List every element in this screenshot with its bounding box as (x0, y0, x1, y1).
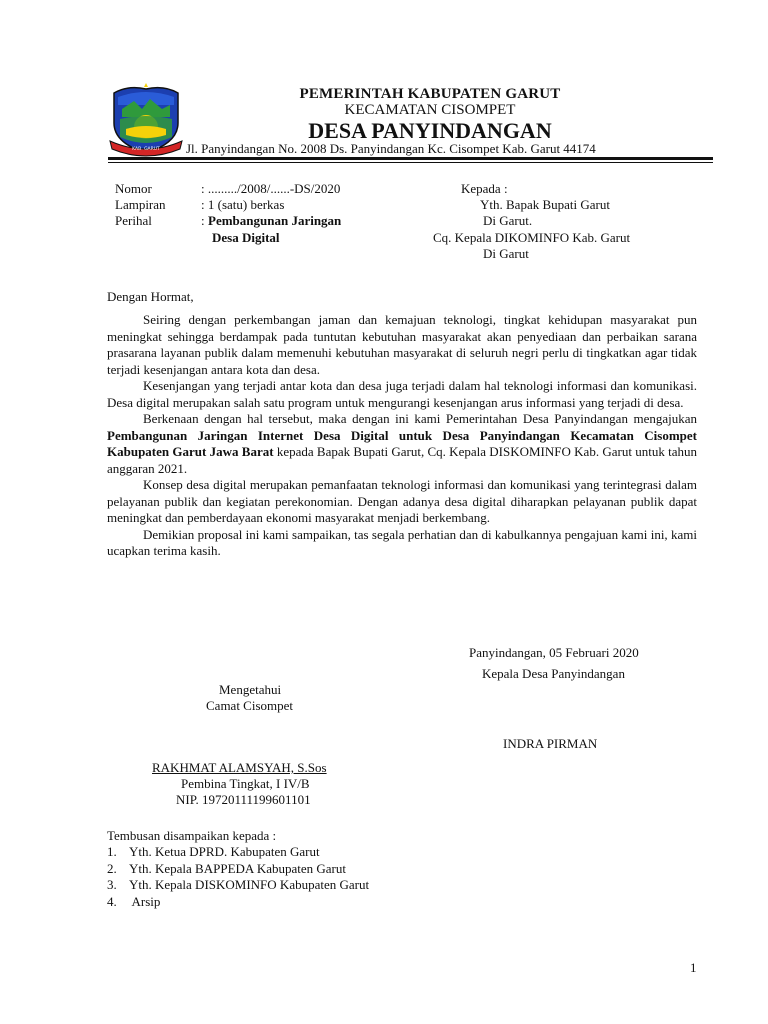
signer-title: Kepala Desa Panyindangan (482, 666, 625, 681)
nomor-label: Nomor (115, 181, 152, 196)
greeting: Dengan Hormat, (107, 289, 194, 304)
mengetahui-label: Mengetahui (219, 682, 282, 697)
paragraph-2: Kesenjangan yang terjadi antar kota dan desa juga terjadi dalam hal teknologi informasi dan komunikasi. Desa digital merupakan salah satu program untuk mengurangi kesenjangan arus informasi yang terjadi di desa. (107, 378, 697, 410)
paragraph-3 (107, 411, 697, 477)
camat-title: Camat Cisompet (206, 698, 294, 713)
recipient-line-2: Di Garut. (483, 213, 533, 228)
paragraph-3-intro: Berkenaan dengan hal tersebut, maka dengan ini kami Pemerintahan Desa Panyindangan mengajukan (143, 411, 697, 426)
recipient-line-1: Yth. Bapak Bupati Garut (480, 197, 610, 212)
cc-heading: Tembusan disampaikan kepada : (107, 828, 277, 843)
list-item: 2. Yth. Kepala BAPPEDA Kabupaten Garut (107, 860, 346, 876)
page-number: 1 (690, 960, 697, 975)
paragraph-1: Seiring dengan perkembangan jaman dan kemajuan teknologi, tingkat kehidupan masyarakat pun meningkat sehingga berdampak pada tuntutan kebutuhan masyarakat akan penyediaan dan perbaikan sarana prasarana layanan publik dalam memenuhi kebutuhan masyarakat di seluruh negri perlu di tingkatkan agar tidak terjadi kesenjangan antara kota dan desa. (107, 312, 697, 377)
letterhead-divider-thin (108, 162, 713, 163)
recipient-line-4: Di Garut (483, 246, 529, 261)
perihal-label: Perihal (115, 213, 152, 228)
list-item: 3. Yth. Kepala DISKOMINFO Kabupaten Garut (107, 877, 370, 892)
letterhead-village-name: DESA PANYINDANGAN (308, 118, 552, 143)
nomor-value: : ........./2008/......-DS/2020 (201, 181, 341, 196)
letterhead-line-1: PEMERINTAH KABUPATEN GARUT (299, 86, 561, 102)
signer-name: INDRA PIRMAN (503, 736, 598, 751)
paragraph-5: Demikian proposal ini kami sampaikan, tas segala perhatian dan di kabulkannya pengajuan kami ini, kami ucapkan terima kasih. (107, 526, 697, 558)
camat-nip: NIP. 19720111199601101 (176, 792, 311, 807)
lampiran-value: : 1 (satu) berkas (201, 197, 285, 212)
letterhead-divider-thick (108, 157, 713, 160)
kepada-label: Kepada : (461, 181, 508, 196)
list-item: 4. Arsip (107, 893, 161, 909)
perihal-value-line-1: Pembangunan Jaringan (208, 213, 342, 228)
cc-list (107, 844, 369, 910)
perihal-value-line-2: Desa Digital (212, 230, 280, 245)
camat-rank: Pembina Tingkat, I IV/B (181, 776, 310, 791)
letterhead-line-2: KECAMATAN CISOMPET (344, 102, 516, 118)
letter-body (107, 312, 697, 560)
list-item: 1. Yth. Ketua DPRD. Kabupaten Garut (107, 844, 320, 859)
logo-banner-text: KAB. GARUT (132, 147, 160, 152)
paragraph-3-proposal-title: Pembangunan Jaringan Internet Desa Digital untuk Desa Panyindangan Kecamatan Cisompet Kabupaten Garut Jawa Barat (107, 427, 697, 459)
letterhead-address: Jl. Panyindangan No. 2008 Ds. Panyindangan Kc. Cisompet Kab. Garut 44174 (186, 141, 596, 156)
place-date: Panyindangan, 05 Februari 2020 (469, 645, 639, 660)
lampiran-label: Lampiran (115, 197, 166, 212)
camat-name: RAKHMAT ALAMSYAH, S.Sos (152, 760, 327, 775)
paragraph-3-tail: kepada Bapak Bupati Garut, Cq. Kepala DISKOMINFO Kab. Garut untuk tahun anggaran 2021. (107, 444, 697, 476)
perihal-colon: : (201, 213, 208, 228)
paragraph-4: Konsep desa digital merupakan pemanfaatan teknologi informasi dan komunikasi yang terintegrasi dalam pelayanan publik dan kegiatan perekonomian. Dengan adanya desa digital diharapkan pelayanan publik dapat meningkat dan pemberdayaan ekonomi masyarakat menjadi berkembang. (107, 477, 697, 525)
recipient-line-3: Cq. Kepala DIKOMINFO Kab. Garut (433, 230, 631, 245)
